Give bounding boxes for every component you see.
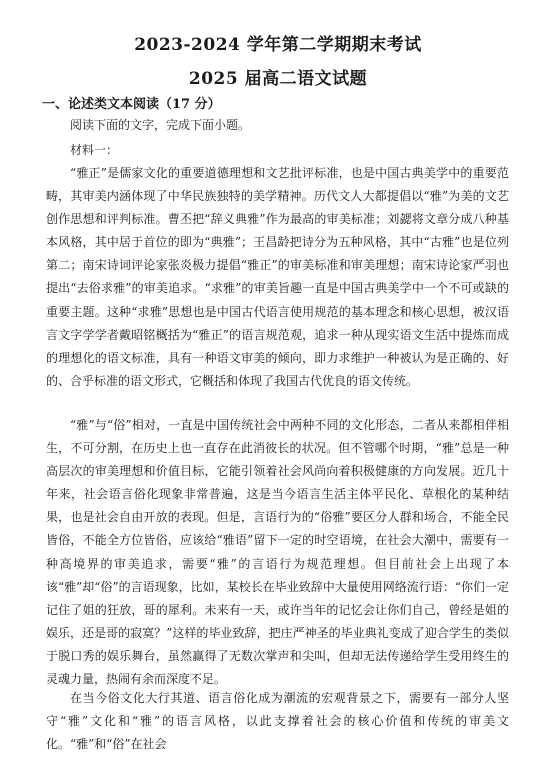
paragraph-2: “雅”与“俗”相对，一直是中国传统社会中两种不同的文化形态，二者从来都相伴相生，不可分割，在历史上也一直存在此消彼长的状况。但不管哪个时期，“雅”总是一种高层次的审美理想和价值目标，它能引领着社会风尚向着积极健康的方向发展。近几十年来，社会语言俗化现象非常普遍，这是当今语言生活主体平民化、草根化的某种结果，也是社会自由开放的表现。但是，言语行为的“俗雅”要区分人群和场合，不能全民皆俗，不能全方位皆俗，应该给“雅语”留下一定的时空语境，在社会大潮中，需要有一种高境界的审美追求，需要“雅”的言语行为规范理想。但目前社会上出现了本该“雅”却“俗”的言语现象，比如，某校长在毕业致辞中大量使用网络流行语：“你们一定记住了姐的狂放，哥的犀利。未来有一天，或许当年的记忆会让你们自己，曾经是姐的娱乐，还是哥的寂寞？”这样的毕业致辞，把庄严神圣的毕业典礼变成了迎合学生的类似于脱口秀的娱乐舞台，虽然赢得了无数次掌声和尖叫，但却无法传递给学生受用终生的灵魂力量，热闹有余而深度不足。	[46, 418, 509, 687]
section-heading: 一、论述类文本阅读（17 分）	[42, 97, 221, 112]
material-label: 材料一：	[70, 143, 119, 157]
paragraph-3: 在当今俗文化大行其道、语言俗化成为潮流的宏观背景之下，需要有一部分人坚守“雅”文化和“雅”的语言风格，以此支撑着社会的核心价值和传统的审美文化。“雅”和“俗”在社会	[46, 691, 509, 752]
reading-instruction: 阅读下面的文字，完成下面小题。	[70, 118, 251, 132]
paragraph-1: “雅正”是儒家文化的重要道德理想和文艺批评标准，也是中国古典美学中的重要范畴，其审美内涵体现了中华民族独特的美学精神。历代文人大都提倡以“雅”为美的文艺创作思想和评判标准。曹丕把“辞义典雅”作为最高的审美标准；刘勰将文章分成八种基本风格，其中居于首位的即为“典雅”；王昌龄把诗分为五种风格，其中“古雅”也是位列第二；南宋诗词评论家张炎极力提倡“雅正”的审美标准和审美理想；南宋诗论家严羽也提出“去俗求雅”的审美追求。“求雅”的审美旨趣一直是中国古典美学中一个不可或缺的重要主题。这种“求雅”思想也是中国古代语言使用规范的基本理念和核心思想，被汉语言文字学学者戴昭铭概括为“雅正”的语言规范观，追求一种从现实语文生活中提炼而成的理想化的语文标准，具有一种语文审美的倾向，即力求维护一种被认为是正确的、好的、合乎标准的语文形式，它概括和体现了我国古代优良的语文传统。	[46, 166, 509, 388]
exam-title: 2023-2024 学年第二学期期末考试	[134, 35, 422, 55]
exam-subtitle: 2025 届高二语文试题	[188, 69, 368, 89]
